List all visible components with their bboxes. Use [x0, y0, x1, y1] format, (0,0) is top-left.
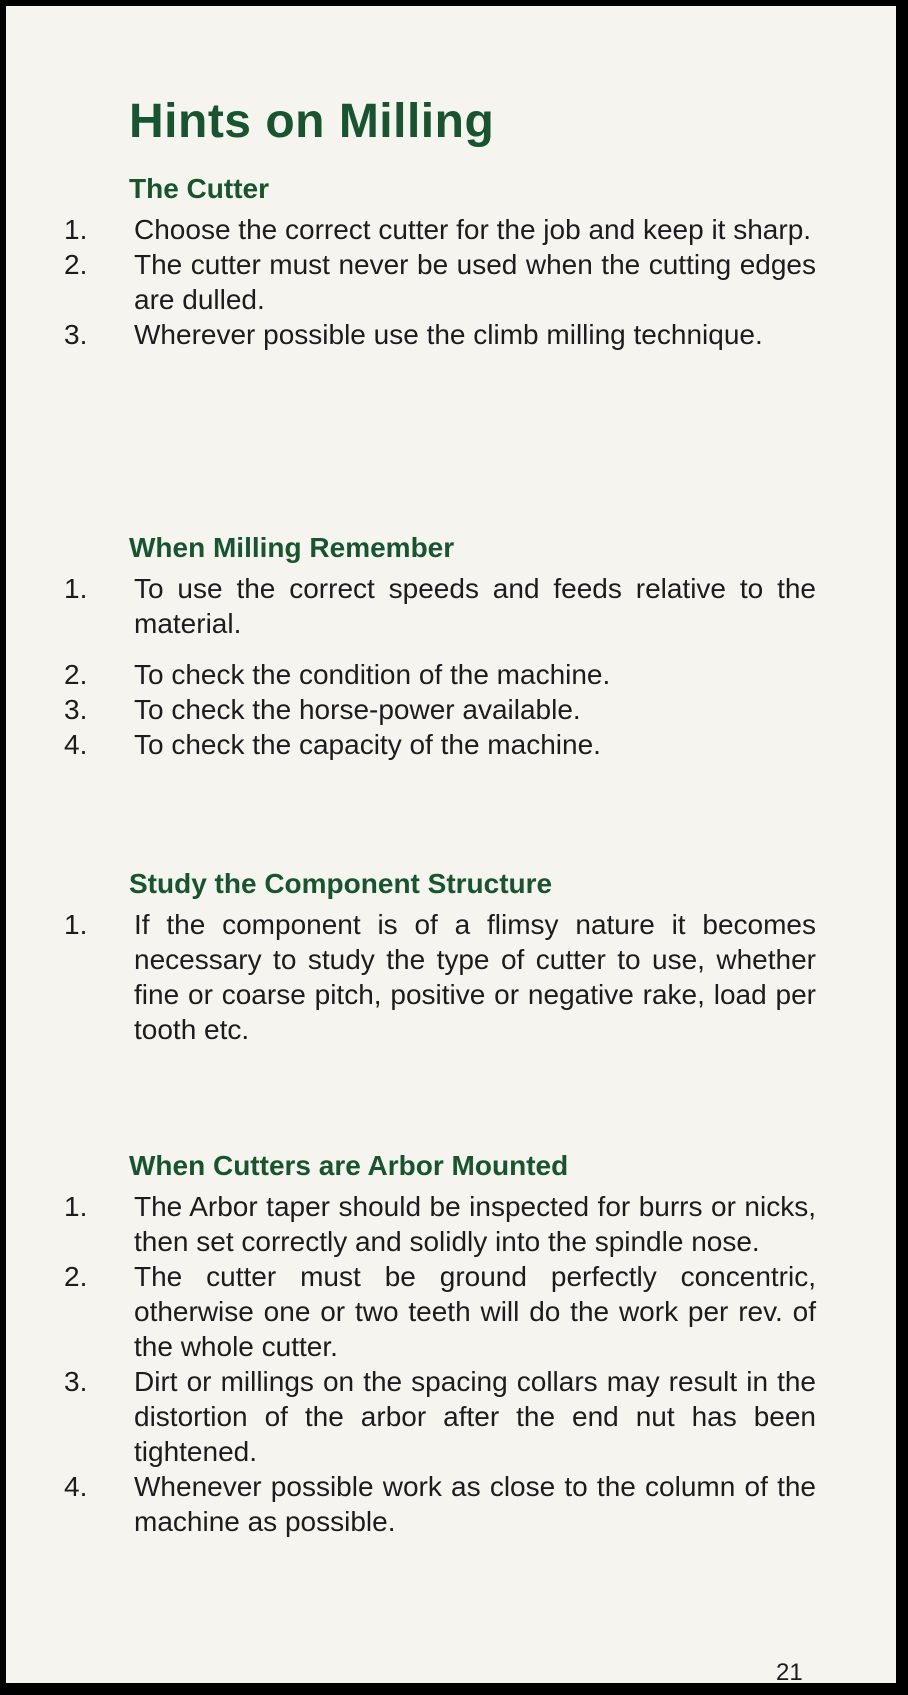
item-text: The Arbor taper should be inspected for burrs or nicks, then set correctly and solidly into the spindle nose. — [134, 1191, 816, 1257]
section-heading: Study the Component Structure — [129, 868, 553, 899]
document-page — [6, 6, 896, 1683]
item-number: 4. — [64, 1471, 88, 1502]
list-item — [6, 907, 896, 1047]
list-item — [6, 317, 896, 352]
item-number: 1. — [64, 573, 88, 604]
hint-list — [6, 907, 896, 1047]
item-number: 3. — [64, 1366, 88, 1397]
section-heading: When Milling Remember — [129, 532, 455, 563]
list-item — [6, 1469, 896, 1539]
list-item — [6, 247, 896, 317]
item-number: 3. — [64, 319, 88, 350]
list-item — [6, 1259, 896, 1364]
item-text: Choose the correct cutter for the job and keep it sharp. — [134, 214, 812, 245]
item-number: 2. — [64, 1261, 88, 1292]
item-text: If the component is of a flimsy nature it becomes necessary to study the type of cutter to use, whether fine or coarse pitch, positive or negative rake, load per tooth etc. — [134, 909, 816, 1045]
list-item — [6, 657, 896, 692]
list-item — [6, 1364, 896, 1469]
item-text: Whenever possible work as close to the column of the machine as possible. — [134, 1471, 816, 1537]
list-item — [6, 1189, 896, 1259]
item-text: The cutter must never be used when the cutting edges are dulled. — [134, 249, 816, 315]
item-text: To use the correct speeds and feeds relative to the material. — [134, 573, 816, 639]
hint-list — [6, 571, 896, 762]
list-item — [6, 692, 896, 727]
hint-list — [6, 212, 896, 352]
page-title: Hints on Milling — [129, 95, 495, 148]
list-item — [6, 727, 896, 762]
list-item — [6, 571, 896, 641]
item-text: To check the condition of the machine. — [134, 659, 611, 690]
item-text: Wherever possible use the climb milling technique. — [134, 319, 763, 350]
item-number: 2. — [64, 659, 88, 690]
item-text: The cutter must be ground perfectly concentric, otherwise one or two teeth will do the work per rev. of the whole cutter. — [134, 1261, 816, 1362]
item-number: 2. — [64, 249, 88, 280]
item-text: Dirt or millings on the spacing collars may result in the distortion of the arbor after the end nut has been tightened. — [134, 1366, 816, 1467]
section-heading: When Cutters are Arbor Mounted — [129, 1150, 569, 1181]
item-number: 4. — [64, 729, 88, 760]
hint-list — [6, 1189, 896, 1539]
item-text: To check the capacity of the machine. — [134, 729, 601, 760]
item-number: 1. — [64, 1191, 88, 1222]
item-text: To check the horse-power available. — [134, 694, 581, 725]
item-number: 3. — [64, 694, 88, 725]
item-number: 1. — [64, 909, 88, 940]
item-number: 1. — [64, 214, 88, 245]
list-item — [6, 212, 896, 247]
section-heading: The Cutter — [129, 173, 269, 204]
page-number: 21 — [776, 1659, 803, 1683]
